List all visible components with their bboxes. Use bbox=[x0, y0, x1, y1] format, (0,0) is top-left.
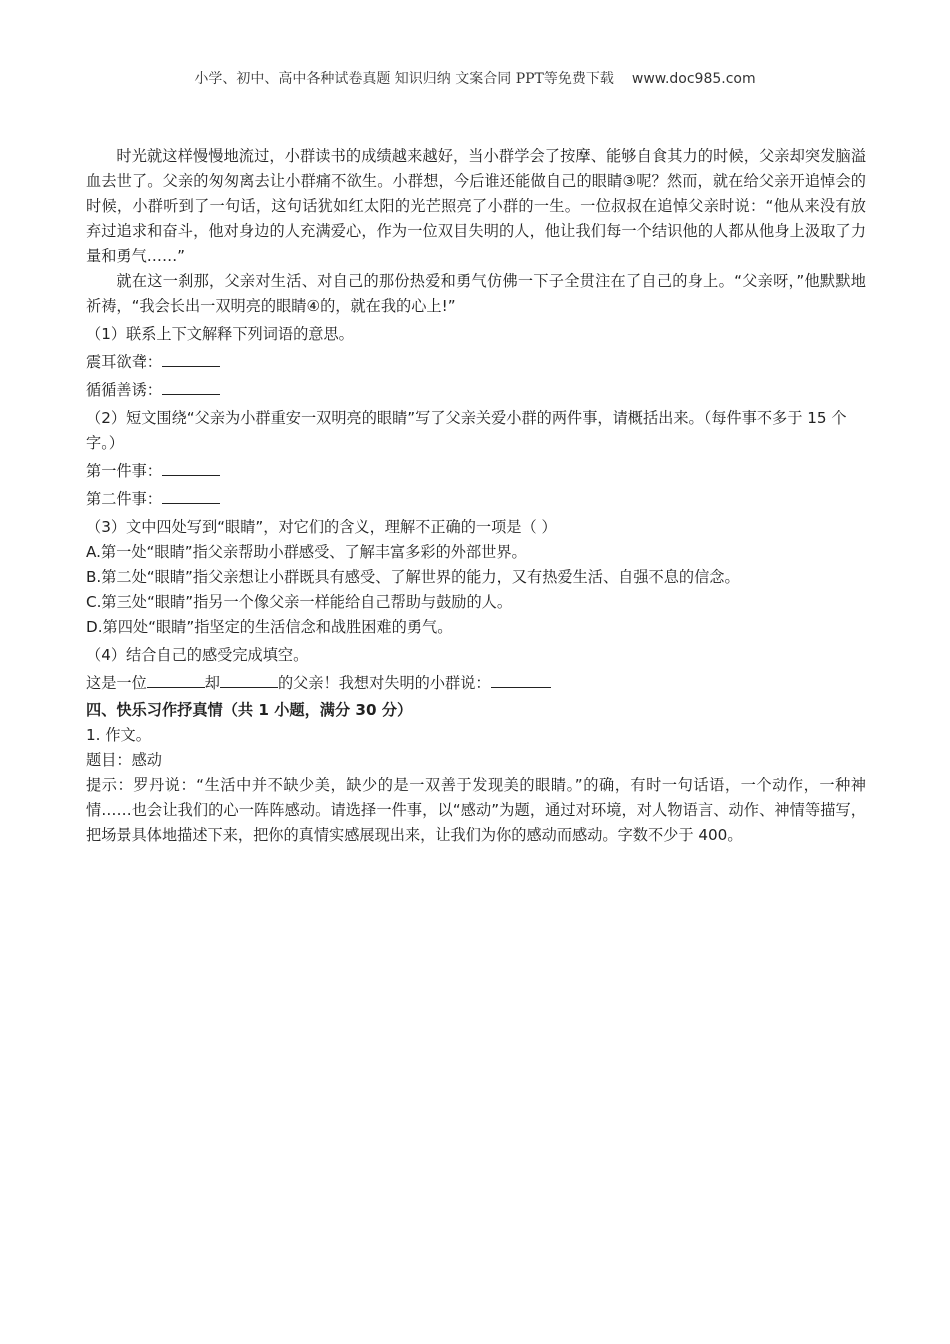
header-site: www.doc985.com bbox=[631, 71, 756, 87]
answer-label: 第一件事： bbox=[86, 462, 162, 480]
section-4-title: 四、快乐习作抒真情（共 1 小题，满分 30 分） bbox=[86, 701, 413, 719]
question-1: （1）联系上下文解释下列词语的意思。 bbox=[86, 325, 354, 343]
fill-text-3: 的父亲！我想对失明的小群说： bbox=[277, 674, 491, 692]
answer-label: 循循善诱： bbox=[86, 381, 162, 399]
essay-prompt: 提示：罗丹说：“生活中并不缺少美，缺少的是一双善于发现美的眼睛。”的确，有时一句话语，一个动作，一种神情……也会让我们的心一阵阵感动。请选择一件事，以“感动”为题，通过对环境，对人物语言、动作、神情等描写，把场景具体地描述下来，把你的真情实感展现出来，让我们为你的感动而感动。字数不少于 400。 bbox=[86, 776, 866, 844]
answer-blank[interactable] bbox=[147, 673, 205, 688]
fill-text-1: 这是一位 bbox=[86, 674, 147, 692]
answer-line-2-1 bbox=[86, 459, 866, 484]
passage-paragraph-1: 时光就这样慢慢地流过，小群读书的成绩越来越好，当小群学会了按摩、能够自食其力的时候，父亲却突发脑溢血去世了。父亲的匆匆离去让小群痛不欲生。小群想，今后谁还能做自己的眼睛③呢？然而，就在给父亲开追悼会的时候，小群听到了一句话，这句话犹如红太阳的光芒照亮了小群的一生。一位叔叔在追悼父亲时说：“他从来没有放弃过追求和奋斗，他对身边的人充满爱心，作为一位双目失明的人，他让我们每一个结识他的人都从他身上汲取了力量和勇气……” bbox=[86, 147, 866, 265]
answer-label: 震耳欲聋： bbox=[86, 353, 162, 371]
answer-blank[interactable] bbox=[162, 380, 220, 395]
question-2: （2）短文围绕“父亲为小群重安一双明亮的眼睛”写了父亲关爱小群的两件事，请概括出来。（每件事不多于 15 个字。） bbox=[86, 409, 847, 452]
option-c: C.第三处“眼睛”指另一个像父亲一样能给自己帮助与鼓励的人。 bbox=[86, 593, 513, 611]
header-text: 小学、初中、高中各种试卷真题 知识归纳 文案合同 PPT等免费下载 bbox=[194, 71, 614, 87]
document-body bbox=[86, 144, 866, 848]
question-3: （3）文中四处写到“眼睛”，对它们的含义，理解不正确的一项是（ ） bbox=[86, 518, 557, 536]
option-b: B.第二处“眼睛”指父亲想让小群既具有感受、了解世界的能力，又有热爱生活、自强不息的信念。 bbox=[86, 568, 740, 586]
answer-line-4 bbox=[86, 671, 866, 696]
answer-blank[interactable] bbox=[162, 461, 220, 476]
answer-blank[interactable] bbox=[220, 673, 278, 688]
answer-line-2-2 bbox=[86, 487, 866, 512]
passage-paragraph-2: 就在这一刹那，父亲对生活、对自己的那份热爱和勇气仿佛一下子全贯注在了自己的身上。“父亲呀，”他默默地祈祷，“我会长出一双明亮的眼睛④的，就在我的心上!” bbox=[86, 272, 866, 315]
answer-blank[interactable] bbox=[162, 489, 220, 504]
answer-line-1-1 bbox=[86, 350, 866, 375]
answer-label: 第二件事： bbox=[86, 490, 162, 508]
answer-line-1-2 bbox=[86, 378, 866, 403]
answer-blank[interactable] bbox=[162, 352, 220, 367]
question-4: （4）结合自己的感受完成填空。 bbox=[86, 646, 309, 664]
section-4-item: 1. 作文。 bbox=[86, 726, 151, 744]
essay-topic: 题目：感动 bbox=[86, 751, 162, 769]
answer-blank[interactable] bbox=[491, 673, 551, 688]
option-a: A.第一处“眼睛”指父亲帮助小群感受、了解丰富多彩的外部世界。 bbox=[86, 543, 527, 561]
option-d: D.第四处“眼睛”指坚定的生活信念和战胜困难的勇气。 bbox=[86, 618, 453, 636]
fill-text-2: 却 bbox=[204, 674, 220, 692]
page-header bbox=[0, 68, 950, 88]
